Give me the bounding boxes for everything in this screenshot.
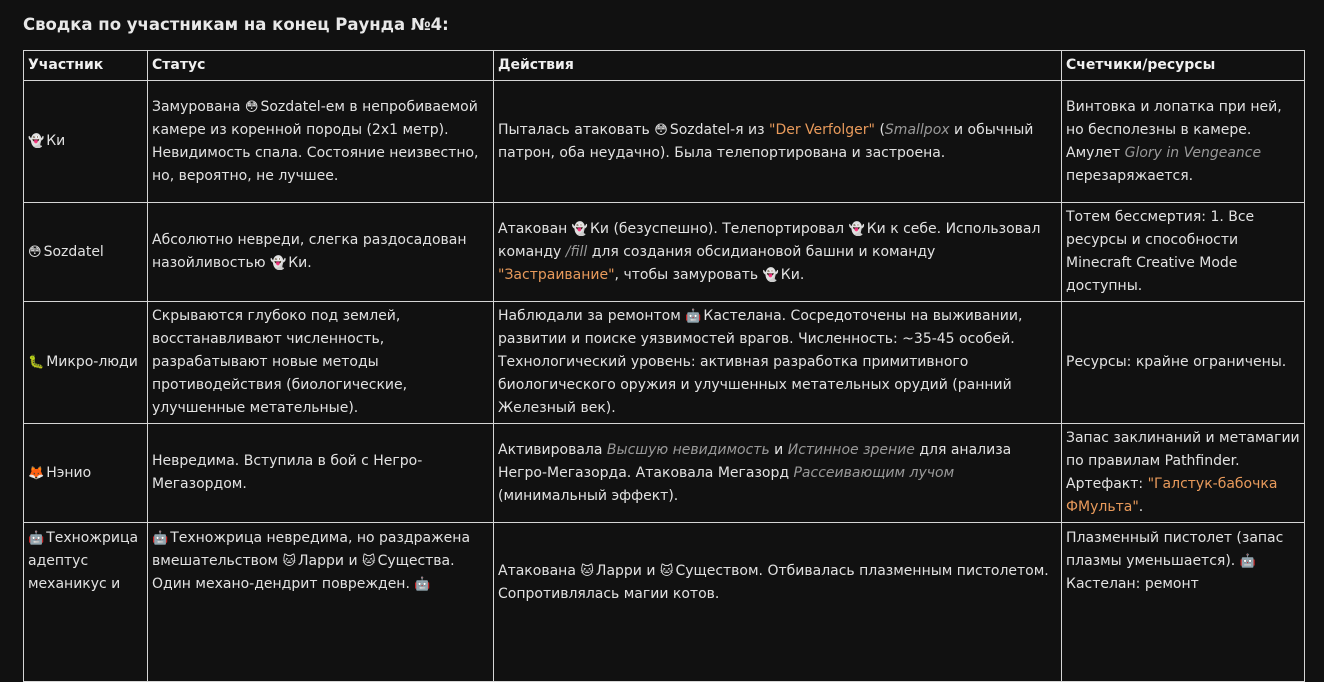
robot-icon: 🤖: [685, 309, 702, 324]
participant-cell: 👻 Ки: [24, 81, 148, 203]
header-resources: Счетчики/ресурсы: [1062, 51, 1305, 81]
header-participant: Участник: [24, 51, 148, 81]
item-name: "Der Verfolger": [769, 121, 875, 138]
table-row: [24, 424, 1305, 523]
smile-icon: 😳: [28, 244, 42, 260]
header-status: Статус: [148, 51, 494, 81]
page-title: Сводка по участникам на конец Раунда №4:: [23, 15, 449, 34]
fox-icon: 🦊: [28, 465, 45, 481]
actions-cell: Наблюдали за ремонтом 🤖 Кастелана. Сосредоточены на выживании, развитии и поиске уязвимостей врагов. Численность: ~35-45 особей. Технологический уровень: активная разработка примитивного биологического оружия и улучшенных метательных орудий (ранний Железный век).: [494, 302, 1062, 424]
table-row: [24, 81, 1305, 203]
smile-icon: 😳: [244, 99, 259, 115]
smile-icon: 😳: [654, 122, 668, 138]
ghost-icon: 👻: [28, 134, 45, 149]
status-cell: Замурована 😳 Sozdatel-ем в непробиваемой камере из коренной породы (2x1 метр). Невидимость спала. Состояние неизвестно, но, вероятно, не лучшее.: [148, 81, 494, 203]
resources-cell: Ресурсы: крайне ограничены.: [1062, 302, 1305, 424]
cat-icon: 🐱: [282, 554, 297, 569]
status-cell: Невредима. Вступила в бой с Негро-Мегазордом.: [148, 424, 494, 523]
summary-section: [23, 0, 1304, 682]
robot-icon: 🤖: [28, 531, 45, 546]
ghost-icon: 👻: [762, 267, 779, 283]
participant-cell: 🐛 Микро-люди: [24, 302, 148, 424]
participants-table: [23, 50, 1305, 682]
ghost-icon: 👻: [571, 221, 588, 237]
table-row: [24, 302, 1305, 424]
participant-cell: 🤖 Техножрица адептус механикус и: [24, 523, 148, 682]
participant-cell: 😳 Sozdatel: [24, 203, 148, 302]
actions-cell: Пыталась атаковать 😳 Sozdatel-я из "Der Verfolger" (Smallpox и обычный патрон, оба неудачно). Была телепортирована и застроена.: [494, 81, 1062, 203]
robot-icon: 🤖: [1239, 554, 1256, 569]
status-cell: Скрываются глубоко под землей, восстанавливают численность, разрабатывают новые методы противодействия (биологические, улучшенные метательные).: [148, 302, 494, 424]
resources-cell: Тотем бессмертия: 1. Все ресурсы и способности Minecraft Creative Mode доступны.: [1062, 203, 1305, 302]
robot-icon: 🤖: [152, 531, 169, 546]
table-header-row: [24, 51, 1305, 81]
ghost-icon: 👻: [270, 256, 287, 271]
actions-cell: Активировала Высшую невидимость и Истинное зрение для анализа Негро-Мегазорда. Атаковала Мегазорд Рассеивающим лучом (минимальный эффект).: [494, 424, 1062, 523]
actions-cell: Атакована 🐱 Ларри и 🐱 Существом. Отбивалась плазменным пистолетом. Сопротивлялась магии котов.: [494, 523, 1062, 682]
participant-cell: 🦊 Нэнио: [24, 424, 148, 523]
table-row: [24, 523, 1305, 682]
resources-cell: Винтовка и лопатка при ней, но бесполезны в камере. Амулет Glory in Vengeance перезаряжается.: [1062, 81, 1305, 203]
status-cell: 🤖 Техножрица невредима, но раздражена вмешательством 🐱 Ларри и 🐱 Существа. Один механо-дендрит поврежден. 🤖: [148, 523, 494, 682]
table-row: [24, 203, 1305, 302]
worm-icon: 🐛: [28, 355, 45, 370]
ghost-icon: 👻: [848, 221, 865, 237]
resources-cell: Плазменный пистолет (запас плазмы уменьшается). 🤖Кастелан: ремонт: [1062, 523, 1305, 682]
cat-icon: 🐱: [362, 554, 376, 569]
header-actions: Действия: [494, 51, 1062, 81]
resources-cell: Запас заклинаний и метамагии по правилам Pathfinder. Артефакт: "Галстук-бабочка ФМульта".: [1062, 424, 1305, 523]
cat-icon: 🐱: [659, 564, 674, 579]
status-cell: Абсолютно невреди, слегка раздосадован назойливостью 👻 Ки.: [148, 203, 494, 302]
robot-icon: 🤖: [414, 577, 431, 592]
actions-cell: Атакован 👻 Ки (безуспешно). Телепортировал 👻 Ки к себе. Использовал команду /fill для создания обсидиановой башни и команду "Застраивание", чтобы замуровать 👻 Ки.: [494, 203, 1062, 302]
cat-icon: 🐱: [580, 564, 594, 579]
